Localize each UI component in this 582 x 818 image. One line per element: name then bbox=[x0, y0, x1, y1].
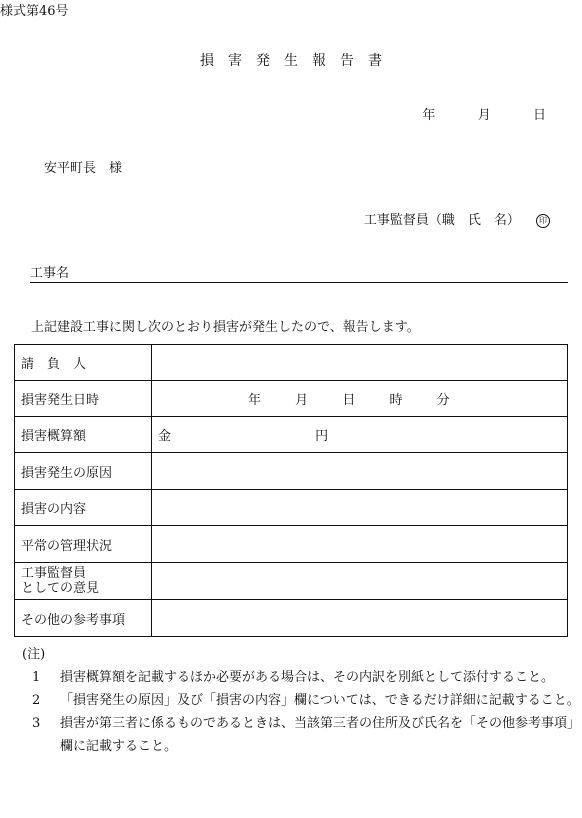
report-table bbox=[14, 344, 568, 637]
management-label: 平常の管理状況 bbox=[15, 526, 152, 563]
date-month: 月 bbox=[477, 108, 491, 123]
amount-value[interactable] bbox=[152, 417, 568, 453]
note-item bbox=[22, 712, 582, 758]
date-year: 年 bbox=[422, 108, 436, 123]
table-row bbox=[15, 381, 568, 417]
note-text: 損害概算額を記載するほか必要がある場合は、その内訳を別紙として添付すること。 bbox=[60, 670, 555, 685]
opinion-label bbox=[15, 563, 152, 600]
other-label: その他の参考事項 bbox=[15, 600, 152, 637]
note-number: 3 bbox=[32, 716, 41, 731]
form-number: 様式第46号 bbox=[0, 4, 69, 19]
opinion-line-1: 工事監督員 bbox=[21, 566, 87, 581]
cause-value[interactable] bbox=[152, 453, 568, 490]
intro-text: 上記建設工事に関し次のとおり損害が発生したので、報告します。 bbox=[31, 320, 420, 335]
work-name-field[interactable] bbox=[30, 262, 568, 283]
note-text: 「損害発生の原因」及び「損害の内容」欄については、できるだけ詳細に記載すること。 bbox=[60, 693, 580, 708]
contractor-label bbox=[15, 345, 152, 381]
contractor-text: 請 負 人 bbox=[21, 357, 87, 372]
note-text: 損害が第三者に係るものであるときは、当該第三者の住所及び氏名を「その他参考事項」欄に記載すること。 bbox=[60, 716, 581, 754]
cause-label: 損害発生の原因 bbox=[15, 453, 152, 490]
unit-year: 年 bbox=[248, 393, 262, 408]
table-row bbox=[15, 417, 568, 453]
seal-mark: 印 bbox=[536, 214, 550, 228]
table-row bbox=[15, 563, 568, 600]
table-row bbox=[15, 490, 568, 526]
details-label: 損害の内容 bbox=[15, 490, 152, 526]
work-name-label: 工事名 bbox=[30, 266, 70, 281]
supervisor-signature bbox=[364, 209, 550, 228]
amount-prefix: 金 bbox=[158, 429, 172, 444]
unit-minute: 分 bbox=[436, 393, 450, 408]
management-value[interactable] bbox=[152, 526, 568, 563]
note-number: 1 bbox=[32, 670, 41, 685]
opinion-line-2: としての意見 bbox=[21, 581, 100, 596]
date-day: 日 bbox=[532, 108, 546, 123]
table-row bbox=[15, 600, 568, 637]
supervisor-label: 工事監督員（職 氏 名） bbox=[363, 213, 520, 228]
opinion-value[interactable] bbox=[152, 563, 568, 600]
amount-unit: 円 bbox=[315, 429, 329, 444]
notes-section bbox=[22, 643, 582, 758]
table-row bbox=[15, 345, 568, 381]
page-title: 損 害 発 生 報 告 書 bbox=[200, 53, 382, 69]
addressee: 安平町長 様 bbox=[44, 161, 123, 176]
table-row bbox=[15, 526, 568, 563]
unit-month: 月 bbox=[295, 393, 309, 408]
table-row bbox=[15, 453, 568, 490]
unit-hour: 時 bbox=[389, 393, 403, 408]
details-value[interactable] bbox=[152, 490, 568, 526]
notes-heading: (注) bbox=[22, 647, 46, 662]
note-number: 2 bbox=[32, 693, 41, 708]
amount-label: 損害概算額 bbox=[15, 417, 152, 453]
occurred-at-label: 損害発生日時 bbox=[15, 381, 152, 417]
report-date bbox=[422, 104, 546, 123]
note-item bbox=[22, 689, 582, 712]
contractor-value[interactable] bbox=[152, 345, 568, 381]
occurred-at-value[interactable] bbox=[152, 381, 568, 417]
other-value[interactable] bbox=[152, 600, 568, 637]
note-item bbox=[22, 666, 582, 689]
unit-day: 日 bbox=[342, 393, 356, 408]
